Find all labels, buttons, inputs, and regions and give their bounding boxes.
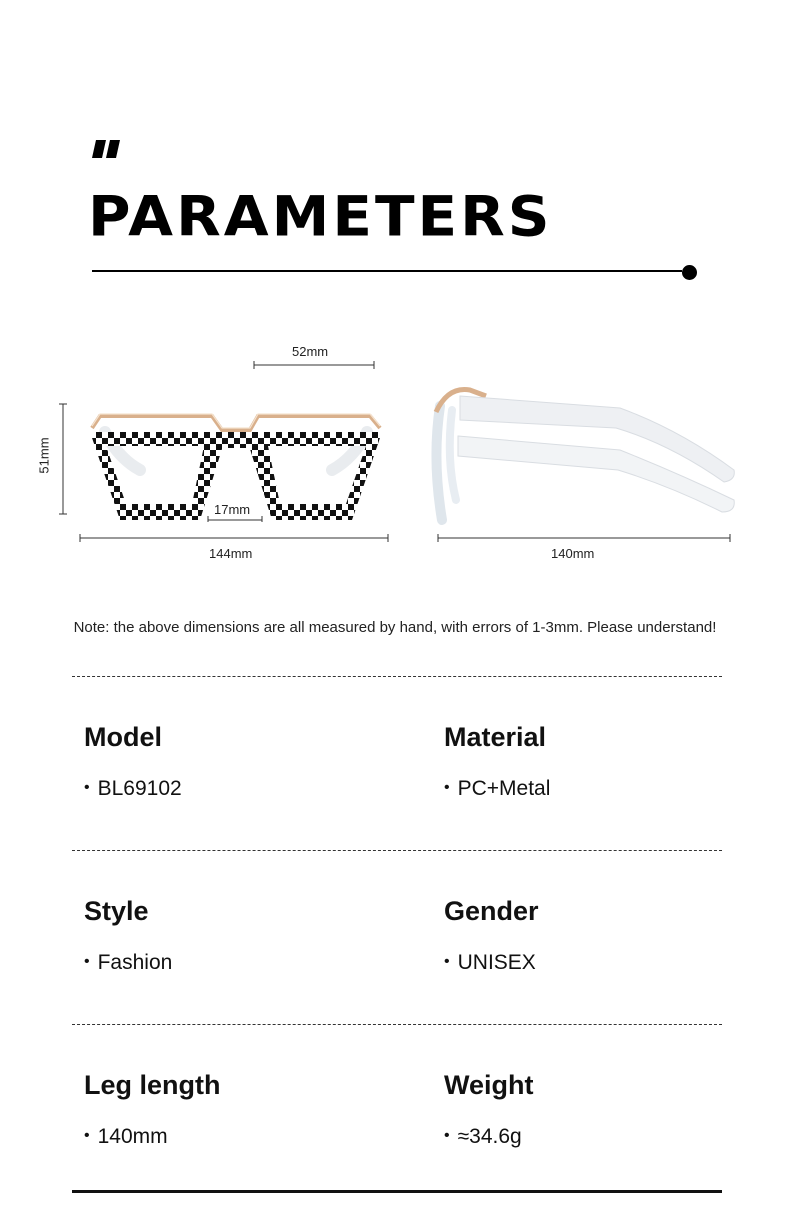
spec-value-gender: • UNISEX xyxy=(444,951,536,974)
bullet-icon: • xyxy=(444,779,450,796)
spec-value-weight: • ≈34.6g xyxy=(444,1125,522,1148)
bullet-icon: • xyxy=(84,779,90,796)
dashed-divider xyxy=(72,676,722,677)
spec-value-leg-length: • 140mm xyxy=(84,1125,168,1148)
spec-label-gender: Gender xyxy=(444,896,539,926)
bullet-icon: • xyxy=(444,953,450,970)
lens-height-label: 51mm xyxy=(36,437,52,474)
spec-label-leg-length: Leg length xyxy=(84,1070,221,1100)
page-title: PARAMETERS xyxy=(88,184,553,249)
dashed-divider xyxy=(72,1024,722,1025)
bridge-width-label: 17mm xyxy=(214,502,251,517)
lens-width-label: 52mm xyxy=(292,344,329,359)
spec-label-material: Material xyxy=(444,722,547,752)
temple-length-label: 140mm xyxy=(551,546,595,561)
spec-value-model: • BL69102 xyxy=(84,777,182,800)
spec-label-style: Style xyxy=(84,896,149,926)
bullet-icon: • xyxy=(444,1127,450,1144)
frame-width-label: 144mm xyxy=(209,546,253,561)
bullet-icon: • xyxy=(84,1127,90,1144)
spec-label-weight: Weight xyxy=(444,1070,534,1100)
bottom-divider xyxy=(72,1190,722,1193)
spec-value-material: • PC+Metal xyxy=(444,777,551,800)
measurement-note: Note: the above dimensions are all measured by hand, with errors of 1-3mm. Please understand! xyxy=(73,619,717,636)
spec-value-style: • Fashion xyxy=(84,951,173,974)
bullet-icon: • xyxy=(84,953,90,970)
spec-label-model: Model xyxy=(84,722,162,752)
dashed-divider xyxy=(72,850,722,851)
glasses-side-view xyxy=(0,0,790,600)
